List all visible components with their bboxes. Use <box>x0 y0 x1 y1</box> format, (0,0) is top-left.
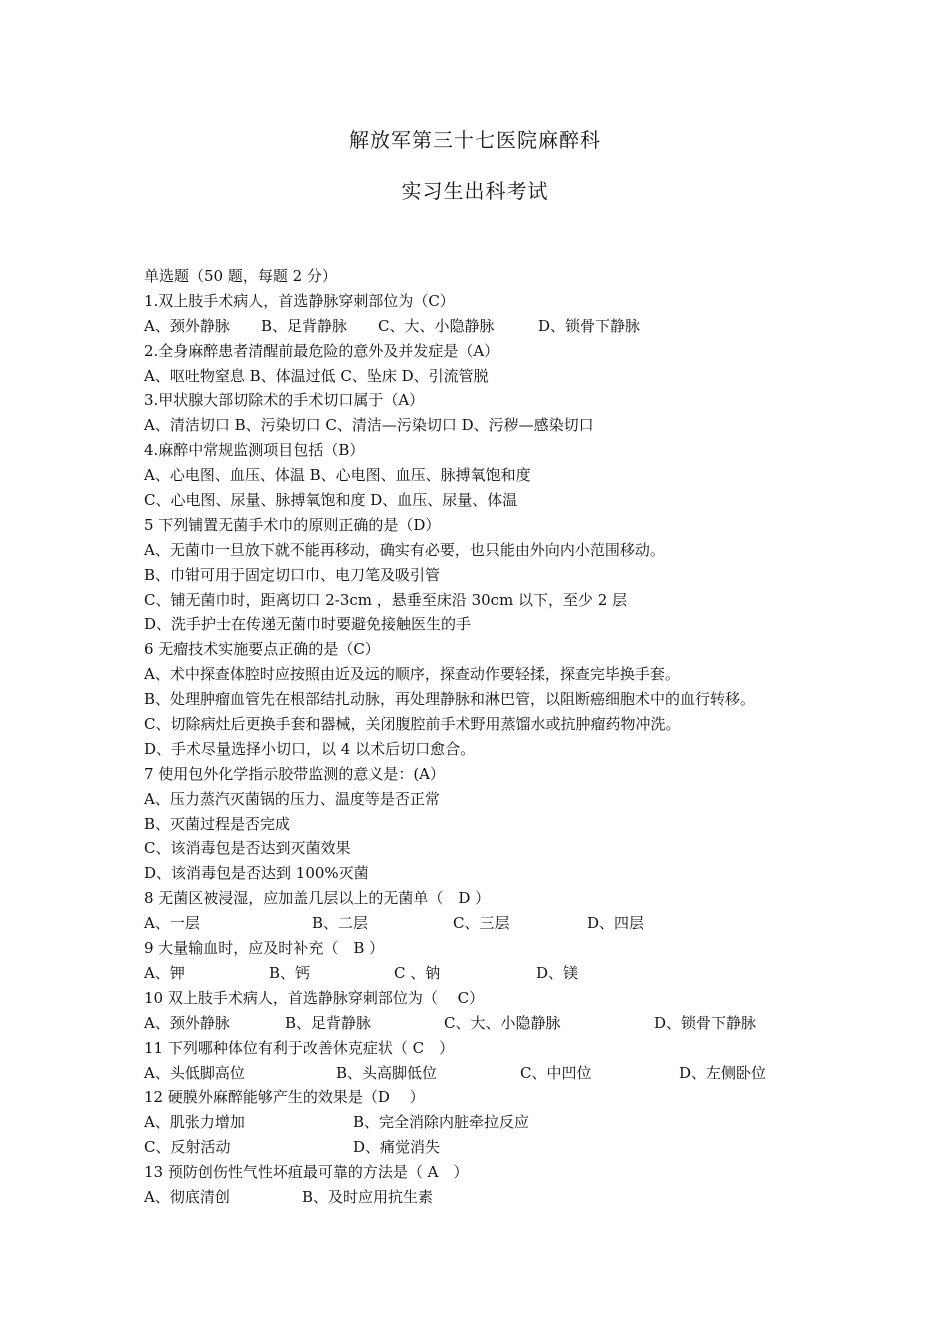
option: D、左侧卧位 <box>679 1063 767 1082</box>
option-line: A、术中探查体腔时应按照由近及远的顺序，探查动作要轻揉，探查完毕换手套。 <box>144 665 680 684</box>
option-line: D、洗手护士在传递无菌巾时要避免接触医生的手 <box>144 615 472 634</box>
option: A、彻底清创 <box>144 1187 230 1206</box>
option-line: A、心电图、血压、体温 B、心电图、血压、脉搏氧饱和度 <box>144 466 531 485</box>
option: A、钾 <box>144 963 185 982</box>
option-line: C、心电图、尿量、脉搏氧饱和度 D、血压、尿量、体温 <box>144 491 518 510</box>
question-text: 10 双上肢手术病人，首选静脉穿刺部位为（ C） <box>144 988 485 1007</box>
option: B、及时应用抗生素 <box>302 1187 434 1206</box>
option-line <box>144 911 934 936</box>
option-line: A、压力蒸汽灭菌锅的压力、温度等是否正常 <box>144 789 440 808</box>
question-text: 13 预防创伤性气性坏疽最可靠的方法是（ A ） <box>144 1163 469 1182</box>
option: C、大、小隐静脉 <box>378 316 495 335</box>
option: A、颈外静脉 <box>144 1013 230 1032</box>
option: B、足背静脉 <box>261 316 348 335</box>
option-line: B、巾钳可用于固定切口巾、电刀笔及吸引管 <box>144 565 441 584</box>
document-subtitle: 实习生出科考试 <box>401 179 549 203</box>
option-line: C、该消毒包是否达到灭菌效果 <box>144 839 351 858</box>
option-line <box>144 961 934 986</box>
document-title: 解放军第三十七医院麻醉科 <box>349 128 601 152</box>
question-text: 7 使用包外化学指示胶带监测的意义是：(A） <box>144 764 445 783</box>
option-line <box>144 1110 934 1135</box>
option: B、完全消除内脏牵拉反应 <box>353 1113 530 1132</box>
option: B、钙 <box>269 963 311 982</box>
option: D、四层 <box>587 914 645 933</box>
option: B、二层 <box>312 914 369 933</box>
option-line: C、铺无菌巾时，距离切口 2-3cm ，悬垂至床沿 30cm 以下，至少 2 层 <box>144 590 628 609</box>
option: C、大、小隐静脉 <box>444 1013 561 1032</box>
option: C、三层 <box>453 914 510 933</box>
option-line: A、清洁切口 B、污染切口 C、清洁—污染切口 D、污秽—感染切口 <box>144 416 594 435</box>
option: B、足背静脉 <box>285 1013 372 1032</box>
option: C、中凹位 <box>520 1063 592 1082</box>
option-line <box>144 1135 934 1160</box>
question-text: 9 大量输血时，应及时补充（ B ） <box>144 939 385 958</box>
option: A、一层 <box>144 914 200 933</box>
option-line <box>144 1061 934 1086</box>
option-line: B、处理肿瘤血管先在根部结扎动脉，再处理静脉和淋巴管，以阻断癌细胞术中的血行转移。 <box>144 690 756 709</box>
option: D、镁 <box>536 963 579 982</box>
question-text: 3.甲状腺大部切除术的手术切口属于（A） <box>144 391 425 410</box>
option: C、反射活动 <box>144 1138 231 1157</box>
option-line <box>144 1185 934 1210</box>
question-text: 1.双上肢手术病人，首选静脉穿刺部位为（C） <box>144 291 455 310</box>
option-line: D、该消毒包是否达到 100%灭菌 <box>144 864 369 883</box>
option-line: A、无菌巾一旦放下就不能再移动，确实有必要，也只能由外向内小范围移动。 <box>144 540 665 559</box>
option-line: A、呕吐物窒息 B、体温过低 C、坠床 D、引流管脱 <box>144 366 489 385</box>
option-line: C、切除病灶后更换手套和器械，关闭腹腔前手术野用蒸馏水或抗肿瘤药物冲洗。 <box>144 715 681 734</box>
option: C 、钠 <box>394 963 441 982</box>
option: D、锁骨下静脉 <box>654 1013 757 1032</box>
question-text: 8 无菌区被浸湿，应加盖几层以上的无菌单（ D ） <box>144 889 491 908</box>
option-line: D、手术尽量选择小切口，以 4 以术后切口愈合。 <box>144 739 476 758</box>
question-text: 6 无瘤技术实施要点正确的是（C） <box>144 640 380 659</box>
option: D、痛觉消失 <box>353 1138 441 1157</box>
option: D、锁骨下静脉 <box>538 316 641 335</box>
question-text: 5 下列铺置无菌手术巾的原则正确的是（D） <box>144 515 441 534</box>
option: A、肌张力增加 <box>144 1113 245 1132</box>
question-text: 2.全身麻醉患者清醒前最危险的意外及并发症是（A） <box>144 341 500 360</box>
question-text: 11 下列哪种体位有利于改善休克症状（ C ） <box>144 1038 455 1057</box>
option-line <box>144 314 934 339</box>
option-line <box>144 1011 934 1036</box>
option-line: B、灭菌过程是否完成 <box>144 814 291 833</box>
question-text: 4.麻醉中常规监测项目包括（B） <box>144 441 365 460</box>
exam-body <box>144 264 934 1210</box>
option: A、头低脚高位 <box>144 1063 245 1082</box>
option: B、头高脚低位 <box>336 1063 438 1082</box>
question-text: 12 硬膜外麻醉能够产生的效果是（D ） <box>144 1088 425 1107</box>
option: A、颈外静脉 <box>144 316 230 335</box>
section-heading: 单选题（50 题，每题 2 分） <box>144 267 337 285</box>
